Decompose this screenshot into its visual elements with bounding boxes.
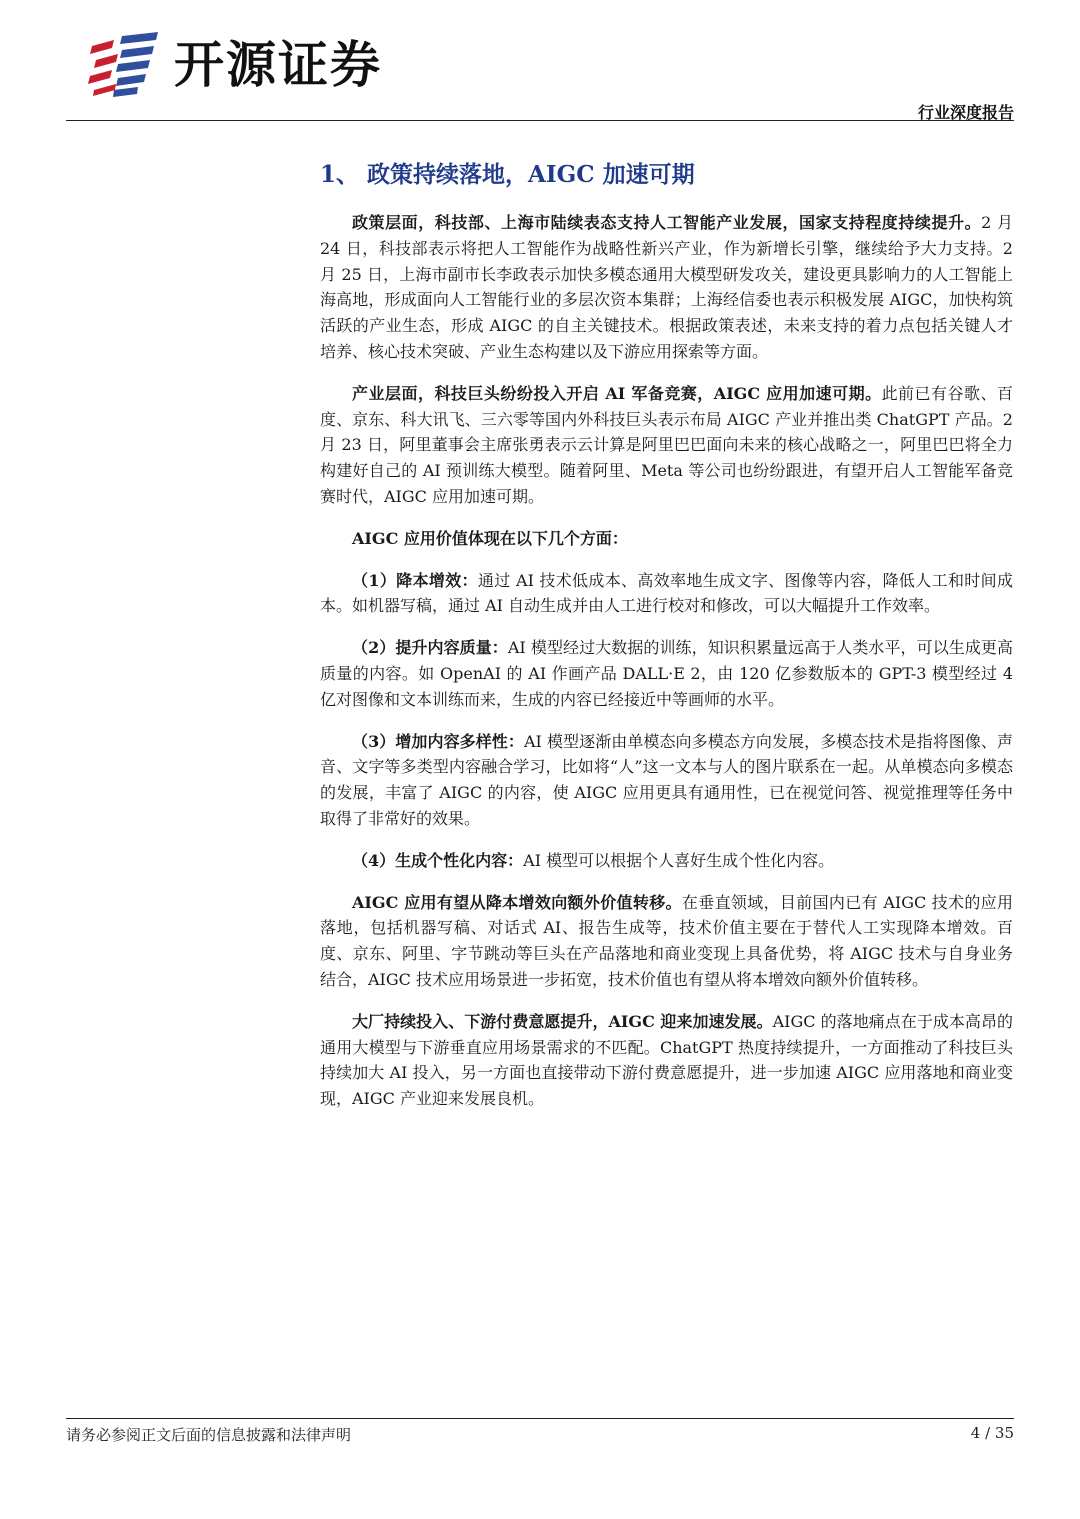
paragraph-point-3: [320, 729, 1013, 832]
paragraph-lead: AIGC 应用价值体现在以下几个方面：: [352, 528, 628, 548]
company-logo: [88, 30, 382, 100]
paragraph-body: AI 模型经过大数据的训练，知识积累量远高于人类水平，可以生成更高质量的内容。如 OpenAI 的 AI 作画产品 DALL·E 2，由 120 亿参数版本的 GPT-3 模型经过 4 亿对图像和文本训练而来，生成的内容已经接近中等画师的水平。: [320, 638, 1013, 709]
paragraph-lead: 大厂持续投入、下游付费意愿提升，AIGC 迎来加速发展。: [352, 1011, 773, 1031]
report-type-label: 行业深度报告: [917, 103, 1014, 122]
paragraph-point-4: [320, 848, 1013, 874]
paragraph-lead: （2）提升内容质量：: [352, 638, 508, 658]
paragraph-body: 在垂直领域，目前国内已有 AIGC 技术的应用落地，包括机器写稿、对话式 AI、报告生成等，技术价值主要在于替代人工实现降本增效。百度、京东、阿里、字节跳动等巨头在产品落地和商业变现上具备优势，将 AIGC 技术与自身业务结合，AIGC 技术应用场景进一步拓宽，技术价值也有望从将本增效向额外价值转移。: [320, 892, 1014, 989]
kaiyuan-logo-icon: [88, 32, 160, 98]
paragraph-acceleration: [320, 1009, 1013, 1112]
paragraph-body: AI 模型可以根据个人喜好生成个性化内容。: [523, 850, 835, 870]
paragraph-body: 2 月 24 日，科技部表示将把人工智能作为战略性新兴产业，作为新增长引擎，继续给予大力支持。2 月 25 日，上海市副市长李政表示加快多模态通用大模型研发攻关，建设更具影响力的人工智能上海高地，形成面向人工智能行业的多层次资本集群；上海经信委也表示积极发展 AIGC，加快构筑活跃的产业生态，形成 AIGC 的自主关键技术。根据政策表述，未来支持的着力点包括关键人才培养、核心技术突破、产业生态构建以及下游应用探索等方面。: [320, 213, 1013, 361]
main-content: [320, 158, 1013, 1128]
paragraph-lead: 产业层面，科技巨头纷纷投入开启 AI 军备竞赛，AIGC 应用加速可期。: [352, 383, 882, 403]
paragraph-point-1: [320, 568, 1013, 620]
paragraph-point-2: [320, 635, 1013, 712]
paragraph-industry: [320, 381, 1013, 510]
paragraph-body: 此前已有谷歌、百度、京东、科大讯飞、三六零等国内外科技巨头表示布局 AIGC 产业并推出类 ChatGPT 产品。2 月 23 日，阿里董事会主席张勇表示云计算是阿里巴巴面向未来的核心战略之一，阿里巴巴将全力构建好自己的 AI 预训练大模型。随着阿里、Meta 等公司也纷纷跟进，有望开启人工智能军备竞赛时代，AIGC 应用加速可期。: [320, 383, 1013, 506]
paragraph-body: 通过 AI 技术低成本、高效率地生成文字、图像等内容，降低人工和时间成本。如机器写稿，通过 AI 自动生成并由人工进行校对和修改，可以大幅提升工作效率。: [320, 570, 1013, 616]
paragraph-lead: （1）降本增效：: [352, 570, 478, 590]
page-header: [0, 0, 1080, 125]
paragraph-value-intro: [320, 526, 1013, 552]
footer-divider: [66, 1418, 1014, 1419]
logo-text: 开源证券: [174, 36, 382, 94]
paragraph-lead: AIGC 应用有望从降本增效向额外价值转移。: [352, 892, 682, 912]
paragraph-lead: （3）增加内容多样性：: [352, 731, 524, 751]
paragraph-body: AIGC 的落地痛点在于成本高昂的通用大模型与下游垂直应用场景需求的不匹配。ChatGPT 热度持续提升，一方面推动了科技巨头持续加大 AI 投入，另一方面也直接带动下游付费意愿提升，进一步加速 AIGC 应用落地和商业变现，AIGC 产业迎来发展良机。: [320, 1011, 1013, 1109]
footer-disclaimer: 请务必参阅正文后面的信息披露和法律声明: [66, 1426, 352, 1444]
header-divider: [66, 120, 1014, 121]
paragraph-value-shift: [320, 890, 1013, 993]
paragraph-policy: [320, 210, 1013, 365]
paragraph-lead: （4）生成个性化内容：: [352, 850, 524, 870]
paragraph-lead: 政策层面，科技部、上海市陆续表态支持人工智能产业发展，国家支持程度持续提升。: [352, 213, 982, 232]
paragraph-body: AI 模型逐渐由单模态向多模态方向发展，多模态技术是指将图像、声音、文字等多类型内容融合学习，比如将“人”这一文本与人的图片联系在一起。从单模态向多模态的发展，丰富了 AIGC 的内容，使 AIGC 应用更具有通用性，已在视觉问答、视觉推理等任务中取得了非常好的效果。: [320, 731, 1013, 828]
section-title: 1、 政策持续落地，AIGC 加速可期: [320, 161, 695, 188]
page-number: 4 / 35: [970, 1424, 1014, 1442]
